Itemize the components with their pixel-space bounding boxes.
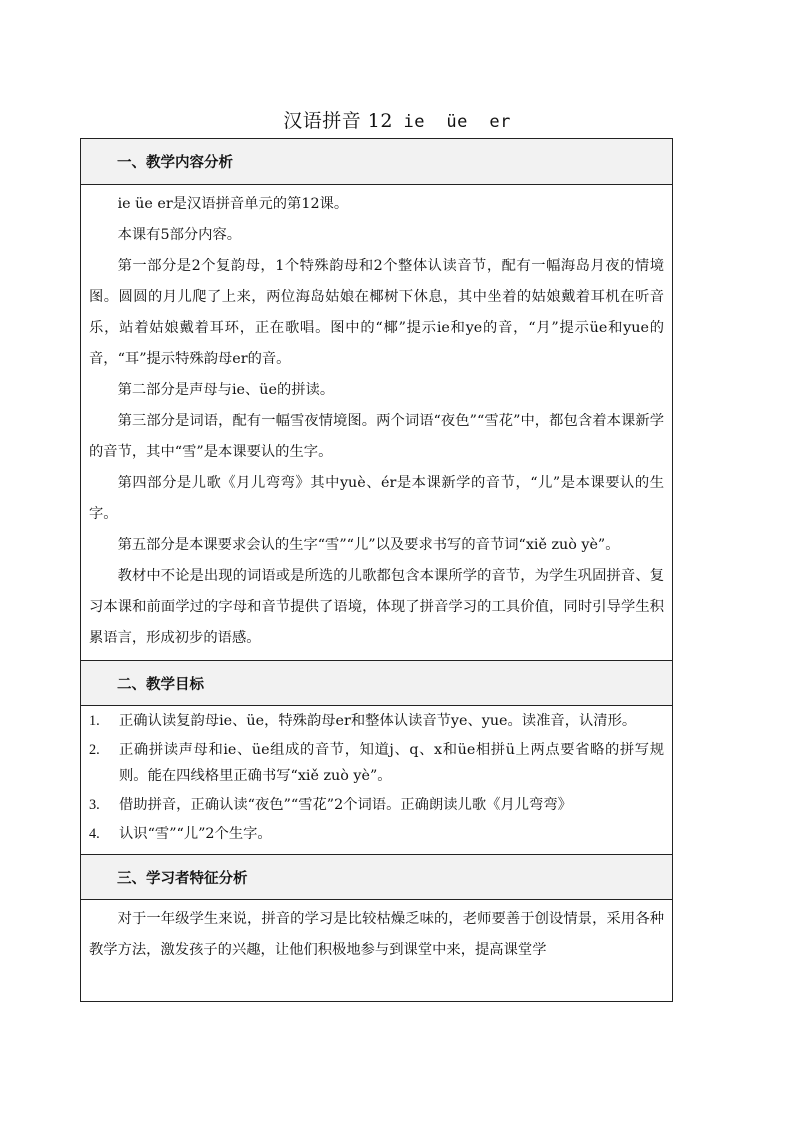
goal-number: 4. <box>89 826 100 842</box>
content-analysis-body <box>81 185 672 660</box>
paragraph: 教材中不论是出现的词语或是所选的儿歌都包含本课所学的音节，为学生巩固拼音、复习本课和前面学过的字母和音节提供了语境，体现了拼音学习的工具价值，同时引导学生积累语言，形成初步的语感。 <box>89 568 664 646</box>
title-pinyin: ie üe er <box>403 112 511 132</box>
paragraph: 对于一年级学生来说，拼音的学习是比较枯燥乏味的，老师要善于创设情景，采用各种教学方法，激发孩子的兴趣，让他们积极地参与到课堂中来，提高课堂学 <box>89 911 664 958</box>
section-heading-learner-analysis <box>81 854 672 900</box>
section-heading-label: 三、学习者特征分析 <box>117 870 248 887</box>
document-title <box>0 106 794 133</box>
goal-number: 3. <box>89 797 100 813</box>
paragraph: 第三部分是词语，配有一幅雪夜情境图。两个词语“夜色”“雪花”中，都包含着本课新学的音节，其中“雪”是本课要认的生字。 <box>89 413 664 460</box>
paragraph: 第四部分是儿歌《月儿弯弯》其中yuè、ér是本课新学的音节，“儿”是本课要认的生字。 <box>89 475 664 522</box>
goal-item <box>89 708 664 734</box>
learner-analysis-body <box>81 900 672 972</box>
lesson-plan-table <box>80 138 673 1002</box>
title-main: 汉语拼音 12 <box>283 110 393 132</box>
section-heading-teaching-goals <box>81 660 672 706</box>
goal-text: 正确拼读声母和ie、üe组成的音节，知道j、q、x和üe相拼ü上两点要省略的拼写规则。能在四线格里正确书写“xiě zuò yè”。 <box>119 742 664 784</box>
paragraph: ie üe er是汉语拼音单元的第12课。 <box>117 196 349 212</box>
paragraph: 第五部分是本课要求会认的生字“雪”“儿”以及要求书写的音节词“xiě zuò yè”。 <box>117 537 620 553</box>
goal-item <box>89 737 664 789</box>
goal-number: 2. <box>89 742 100 758</box>
goal-number: 1. <box>89 713 100 729</box>
paragraph: 第二部分是声母与ie、üe的拼读。 <box>117 382 335 398</box>
section-heading-label: 二、教学目标 <box>117 676 204 693</box>
goal-text: 认识“雪”“儿”2个生字。 <box>119 826 272 842</box>
paragraph: 第一部分是2个复韵母，1个特殊韵母和2个整体认读音节，配有一幅海岛月夜的情境图。圆圆的月儿爬了上来，两位海岛姑娘在椰树下休息，其中坐着的姑娘戴着耳机在听音乐，站着姑娘戴着耳环，正在歌唱。图中的“椰”提示ie和ye的音，“月”提示üe和yue的音，“耳”提示特殊韵母er的音。 <box>89 258 664 367</box>
section-heading-content-analysis <box>81 139 672 185</box>
goal-text: 借助拼音，正确认读“夜色”“雪花”2个词语。正确朗读儿歌《月儿弯弯》 <box>119 797 572 813</box>
paragraph: 本课有5部分内容。 <box>117 227 242 243</box>
section-heading-label: 一、教学内容分析 <box>117 155 233 171</box>
goal-text: 正确认读复韵母ie、üe，特殊韵母er和整体认读音节ye、yue。读准音，认清形。 <box>119 713 637 729</box>
goal-item <box>89 792 664 818</box>
teaching-goals-list <box>81 706 672 854</box>
goal-item <box>89 821 664 847</box>
